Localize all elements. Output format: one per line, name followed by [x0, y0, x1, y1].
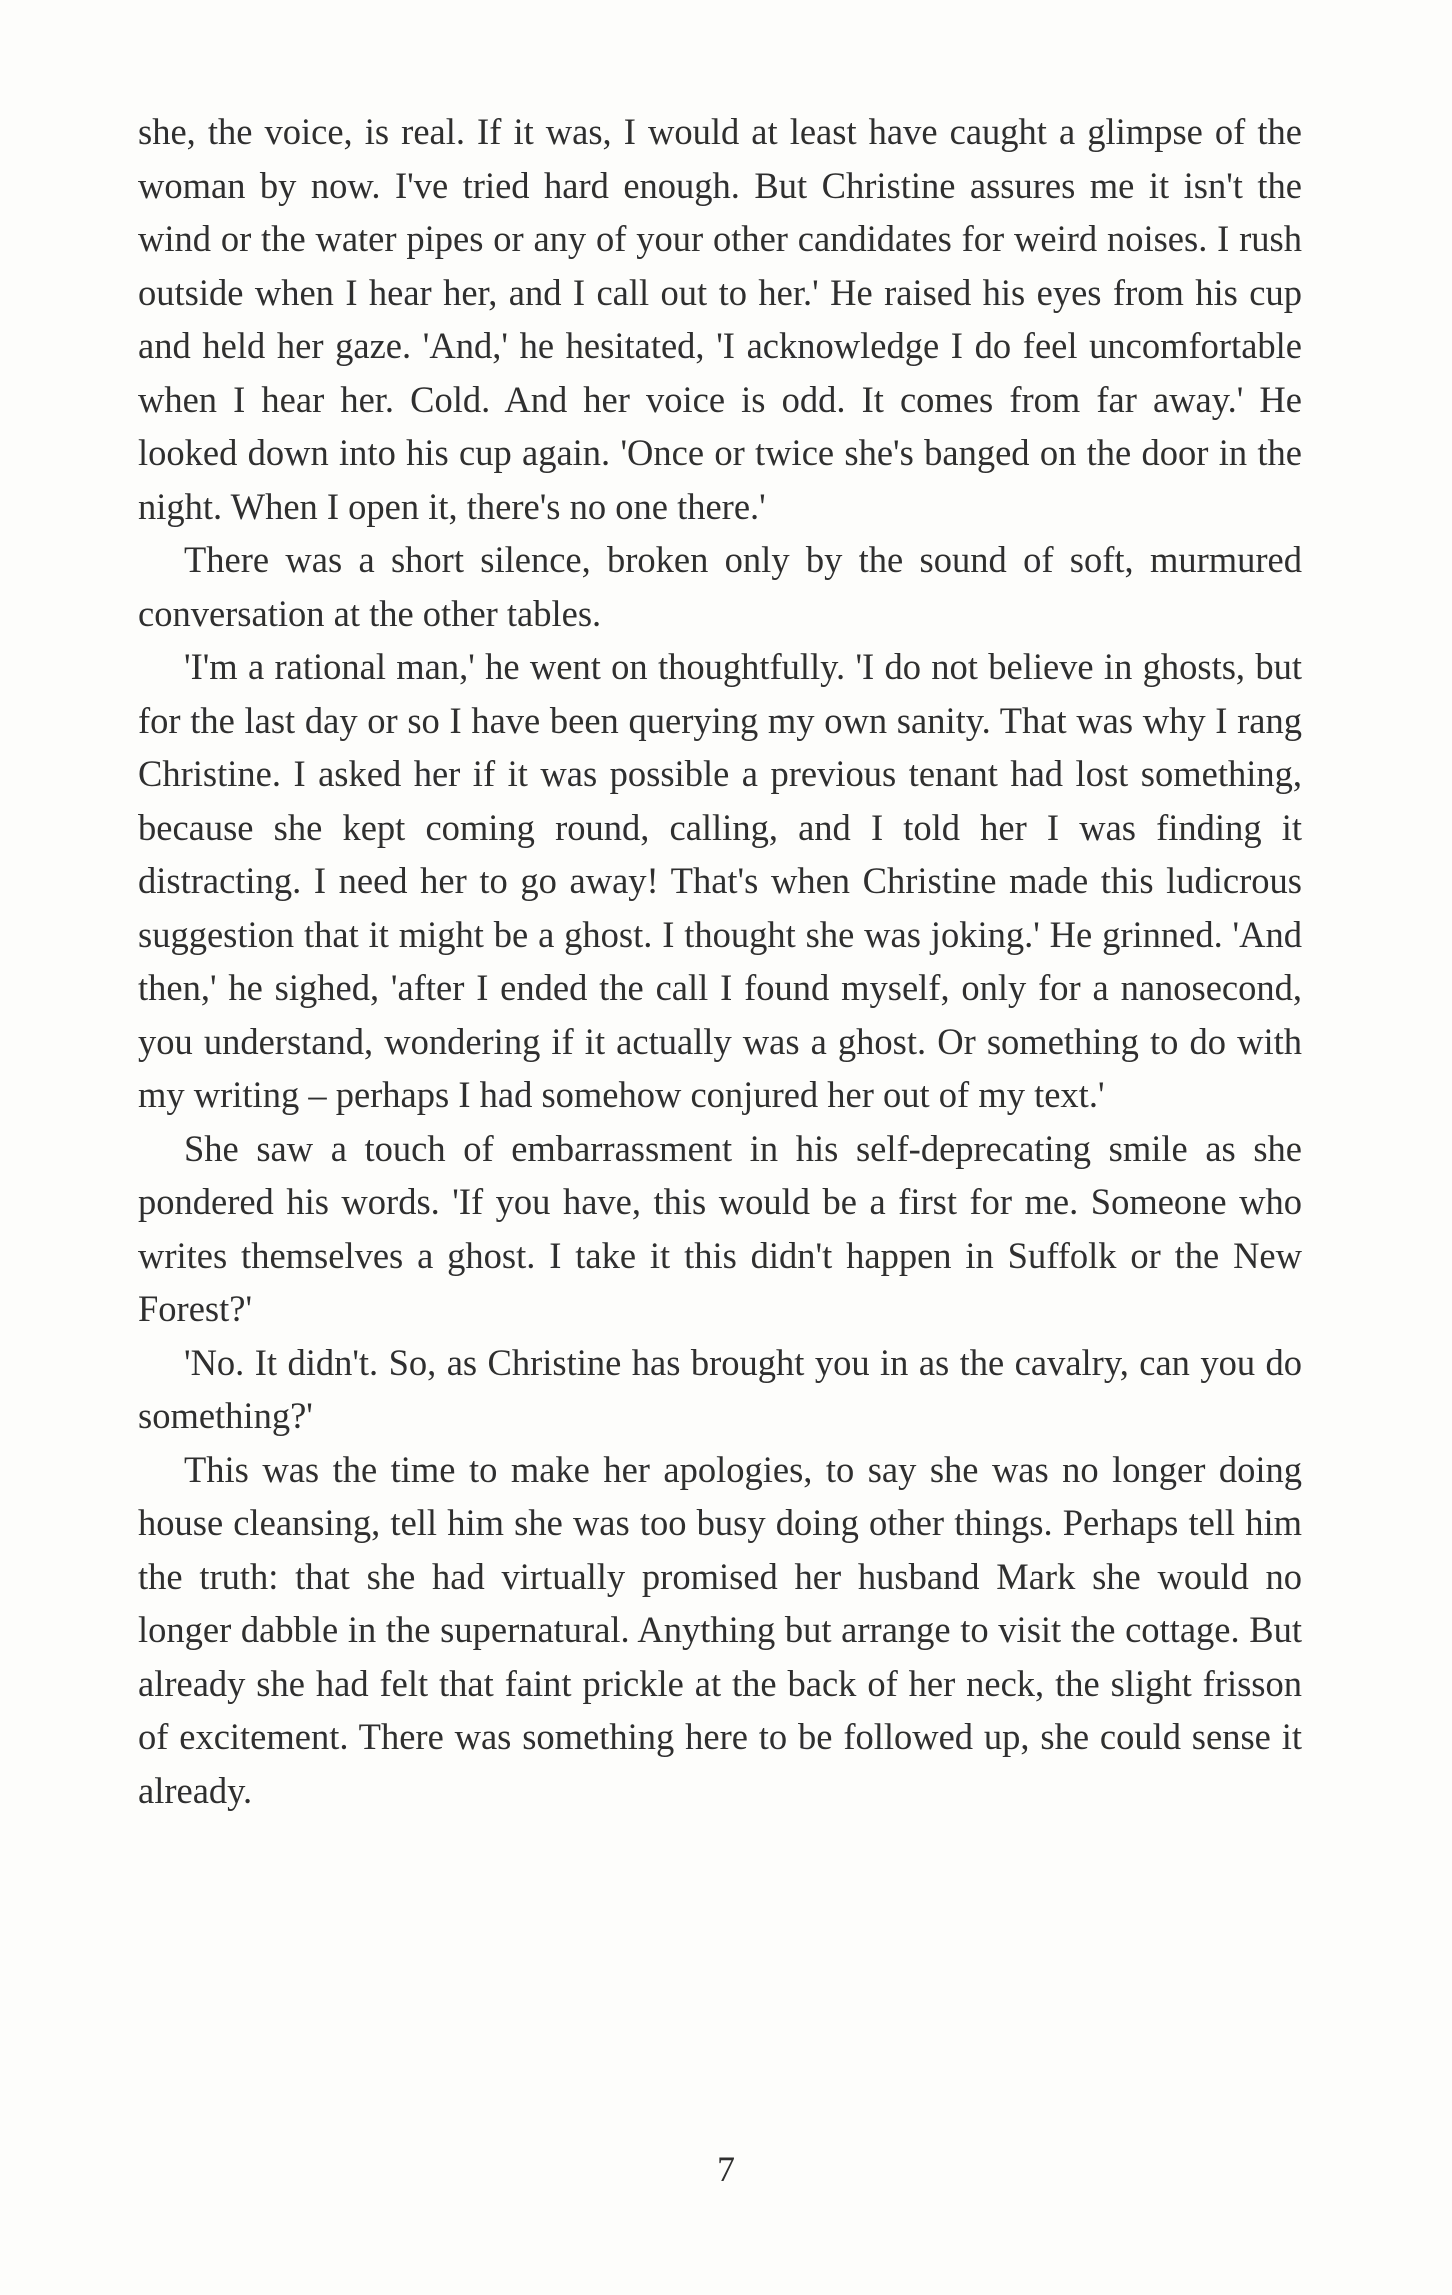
paragraph-6: This was the time to make her apologies, to say she was no longer doing house cleansing, tell him she was too busy doing other things. Perhaps tell him the truth: that she had virtually promised her husband Mark she would no longer dabble in the supernatural. Anything but arrange to visit the cottage. But already she had felt that faint prickle at the back of her neck, the slight frisson of excitement. There was something here to be followed up, she could sense it already.	[138, 1448, 1302, 1811]
paragraph-3: 'I'm a rational man,' he went on thoughtfully. 'I do not believe in ghosts, but for the last day or so I have been querying my own sanity. That was why I rang Christine. I asked her if it was possible a previous tenant had lost something, because she kept coming round, calling, and I told her I was finding it distracting. I need her to go away! That's when Christine made this ludicrous suggestion that it might be a ghost. I thought she was joking.' He grinned. 'And then,' he sighed, 'after I ended the call I found myself, only for a nanosecond, you understand, wondering if it actually was a ghost. Or something to do with my writing – perhaps I had somehow conjured her out of my text.'	[138, 646, 1302, 1115]
paragraph-5: 'No. It didn't. So, as Christine has brought you in as the cavalry, can you do something?'	[138, 1341, 1302, 1436]
page-number: 7	[717, 2149, 735, 2189]
paragraph-4: She saw a touch of embarrassment in his self-deprecating smile as she pondered his words. 'If you have, this would be a first for me. Someone who writes themselves a ghost. I take it this didn't happen in Suffolk or the New Forest?'	[138, 1127, 1302, 1329]
body-text	[138, 105, 1302, 1817]
paragraph-1: she, the voice, is real. If it was, I would at least have caught a glimpse of the woman by now. I've tried hard enough. But Christine assures me it isn't the wind or the water pipes or any of your other candidates for weird noises. I rush outside when I hear her, and I call out to her.' He raised his eyes from his cup and held her gaze. 'And,' he hesitated, 'I acknowledge I do feel uncomfortable when I hear her. Cold. And her voice is odd. It comes from far away.' He looked down into his cup again. 'Once or twice she's banged on the door in the night. When I open it, there's no one there.'	[138, 111, 1302, 527]
paragraph-2: There was a short silence, broken only by the sound of soft, murmured conversation at the other tables.	[138, 539, 1302, 634]
